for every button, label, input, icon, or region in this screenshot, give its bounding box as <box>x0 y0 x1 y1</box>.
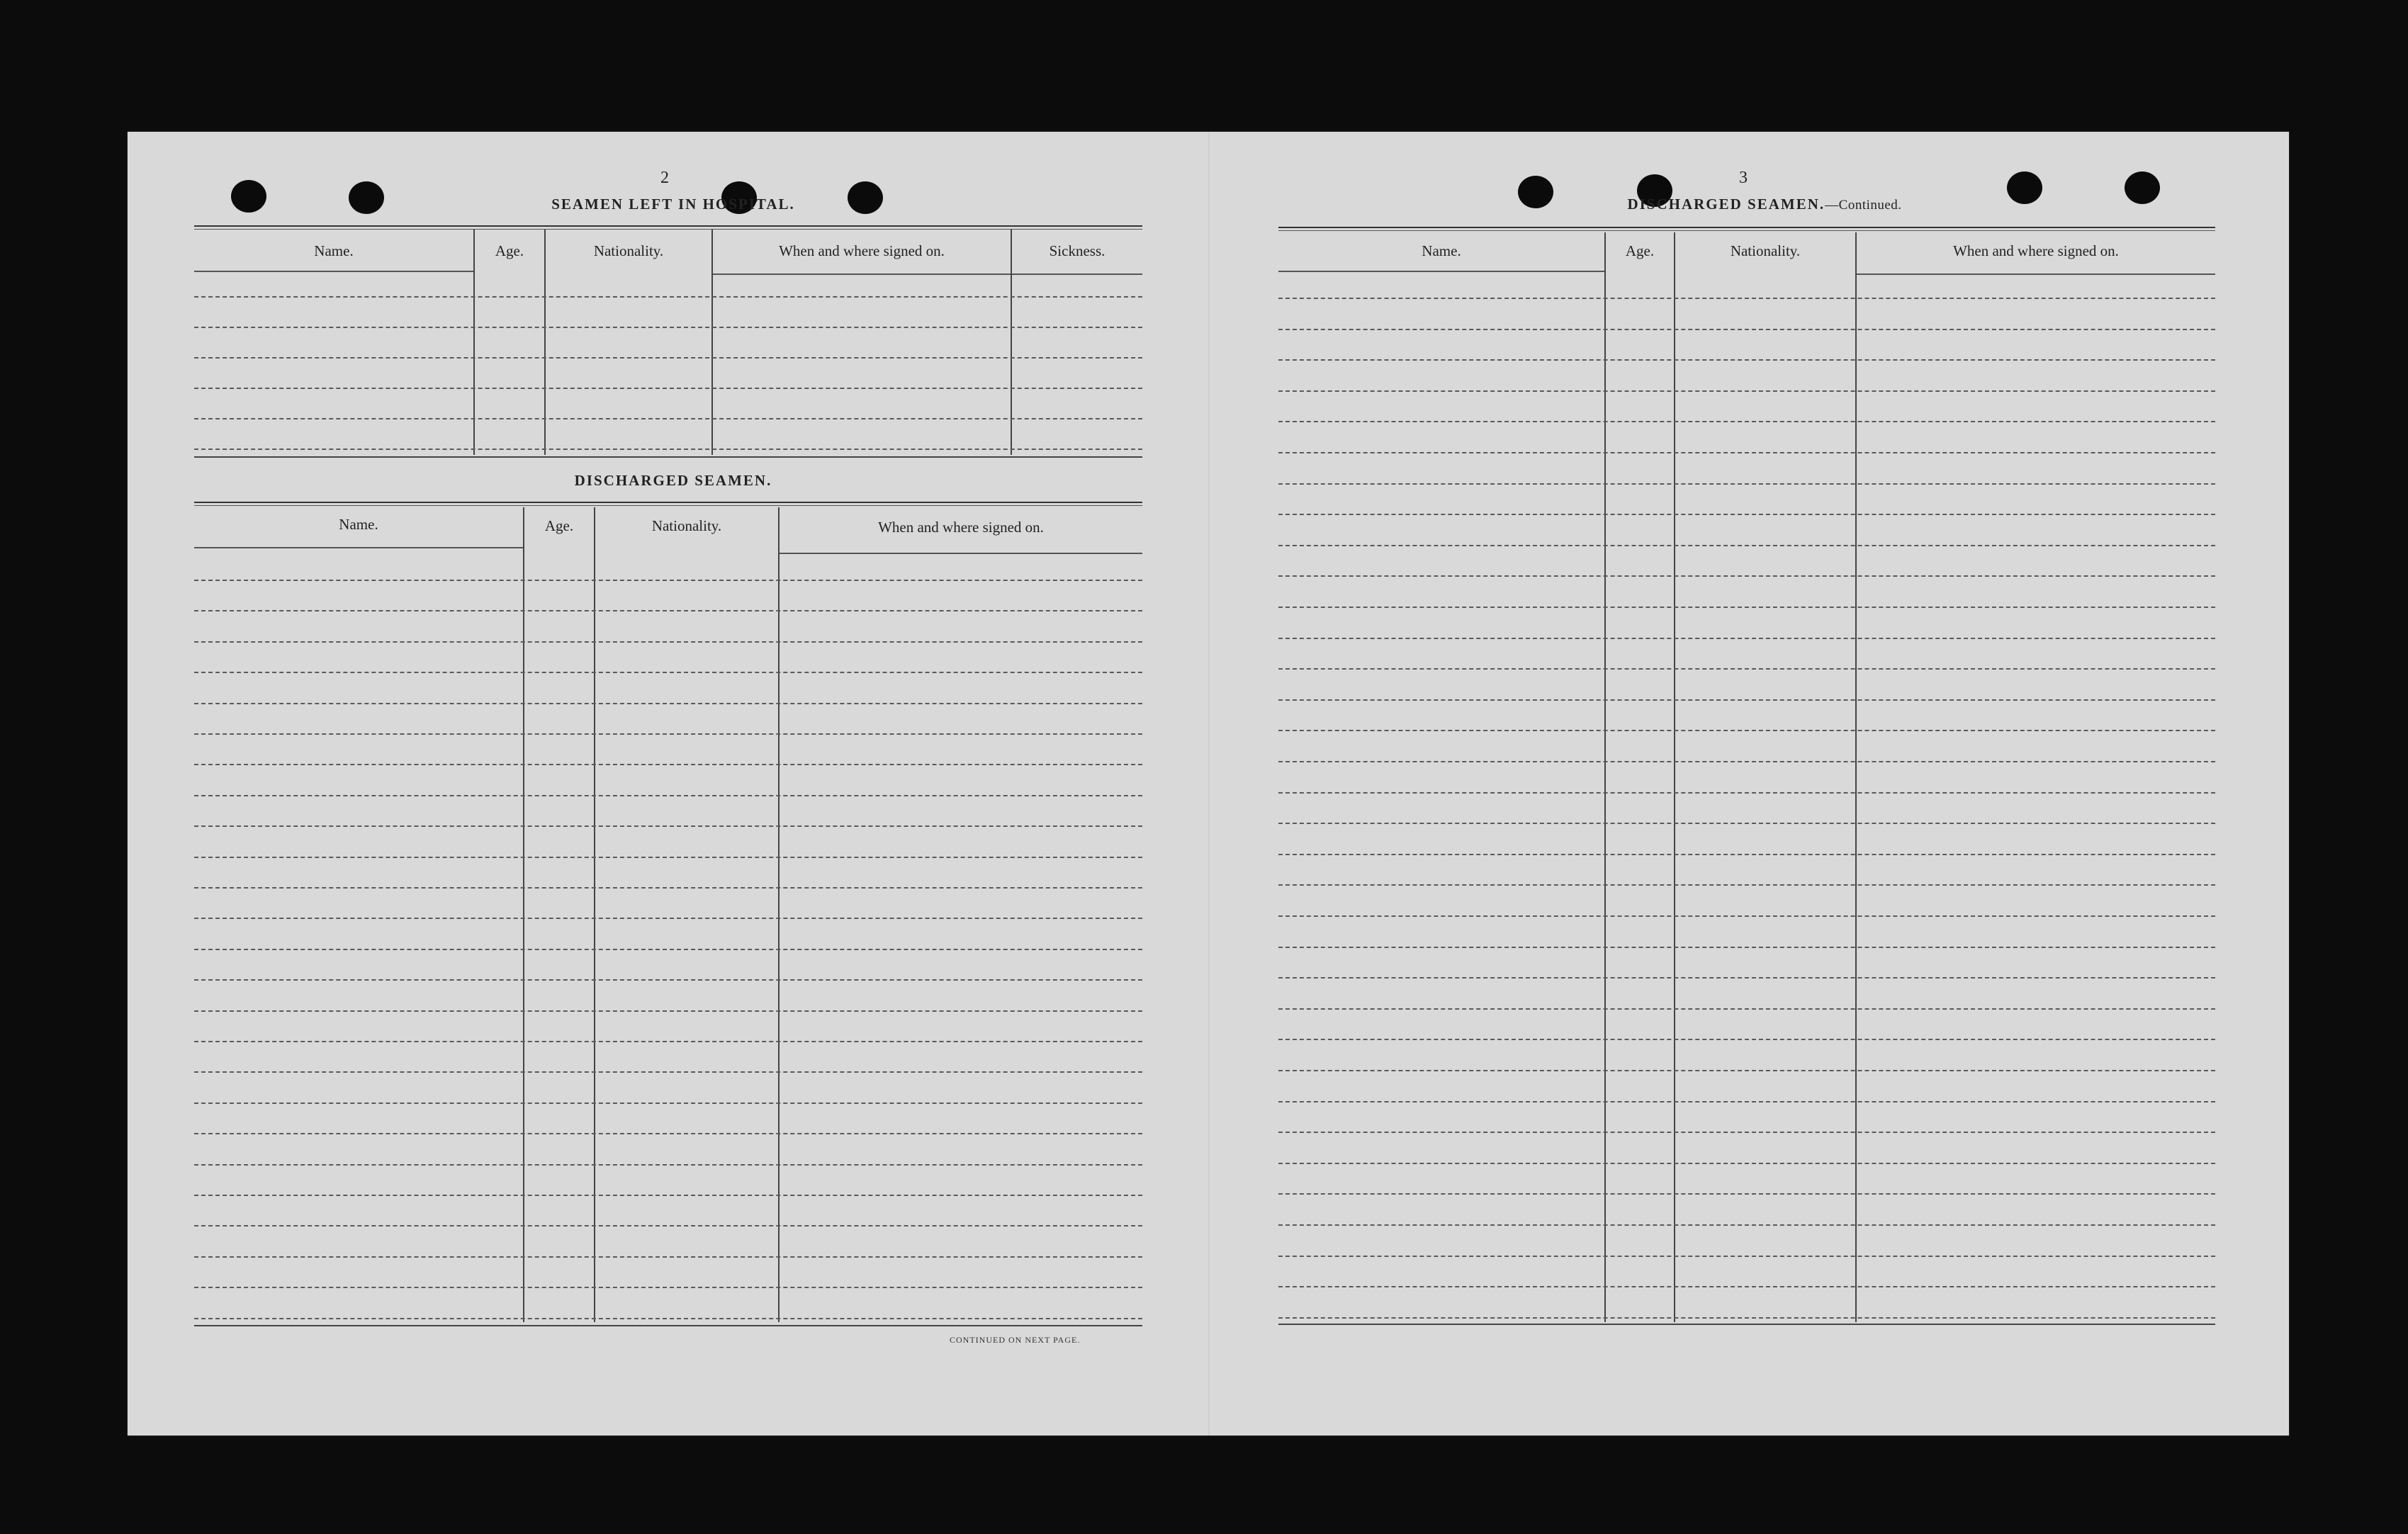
table-row <box>1278 854 2215 855</box>
table-row <box>1278 792 2215 794</box>
table-row <box>1278 298 2215 299</box>
table-row <box>1278 823 2215 824</box>
column-header-signed-on: When and where signed on. <box>779 242 945 259</box>
table-row <box>194 825 1142 827</box>
table-row <box>194 795 1142 796</box>
table-row <box>194 327 1142 328</box>
table-row <box>1278 947 2215 948</box>
table-row <box>1278 668 2215 670</box>
table-row <box>1278 1163 2215 1164</box>
table-row <box>194 1071 1142 1073</box>
table-row <box>1278 1101 2215 1102</box>
table-row <box>194 357 1142 359</box>
table-row <box>194 296 1142 298</box>
table-row <box>194 703 1142 704</box>
column-header-name: Name. <box>1422 242 1461 259</box>
table-row <box>194 610 1142 611</box>
column-header-signed-on: When and where signed on. <box>878 519 1044 536</box>
table-row <box>1278 575 2215 577</box>
section-title-suffix: —Continued. <box>1825 198 1902 213</box>
table-row <box>1278 1224 2215 1226</box>
table-row <box>1278 1317 2215 1319</box>
column-header-signed-on: When and where signed on. <box>1953 242 2119 259</box>
table-row <box>1278 514 2215 515</box>
table-row <box>1278 761 2215 762</box>
discharged-continued-title <box>1531 196 1998 213</box>
table-row <box>1278 421 2215 422</box>
table-row <box>194 1287 1142 1288</box>
table-row <box>194 1041 1142 1042</box>
table-row <box>1278 1286 2215 1287</box>
table-row <box>194 857 1142 858</box>
table-row <box>194 764 1142 765</box>
punch-hole <box>2007 171 2042 204</box>
table-row <box>194 979 1142 981</box>
table-row <box>1278 1132 2215 1133</box>
table-row <box>1278 1193 2215 1195</box>
table-row <box>194 580 1142 581</box>
table-row <box>194 887 1142 889</box>
column-header-age: Age. <box>1625 242 1655 259</box>
table-row <box>194 918 1142 919</box>
table-row <box>194 641 1142 643</box>
table-row <box>1278 699 2215 701</box>
column-header-age: Age. <box>495 242 524 259</box>
discharged-table-left <box>194 502 1142 1331</box>
page-number: 2 <box>660 169 669 187</box>
table-row <box>1278 1256 2215 1257</box>
table-row <box>1278 977 2215 979</box>
hospital-table <box>194 225 1142 466</box>
column-header-age: Age. <box>544 517 574 534</box>
table-row <box>1278 915 2215 917</box>
table-row <box>1278 1039 2215 1040</box>
table-row <box>194 449 1142 450</box>
table-row <box>1278 390 2215 392</box>
column-header-sickness: Sickness. <box>1049 242 1105 259</box>
table-row <box>1278 483 2215 485</box>
table-row <box>1278 1070 2215 1071</box>
table-row <box>194 1195 1142 1196</box>
column-header-nationality: Nationality. <box>593 242 664 259</box>
table-row <box>194 672 1142 673</box>
continued-note: CONTINUED ON NEXT PAGE. <box>950 1335 1081 1345</box>
discharged-table-right <box>1278 227 2215 1332</box>
punch-hole <box>2125 171 2160 204</box>
section-title-text: DISCHARGED SEAMEN. <box>1627 196 1825 213</box>
table-row <box>194 1164 1142 1166</box>
hospital-section-title: SEAMEN LEFT IN HOSPITAL. <box>551 196 795 213</box>
column-header-nationality: Nationality. <box>651 517 722 534</box>
table-row <box>194 1318 1142 1319</box>
table-row <box>1278 638 2215 639</box>
table-row <box>194 1256 1142 1258</box>
table-row <box>1278 359 2215 361</box>
table-row <box>1278 884 2215 886</box>
table-row <box>1278 607 2215 608</box>
table-row <box>194 1133 1142 1134</box>
table-row <box>1278 1008 2215 1010</box>
column-header-name: Name. <box>314 242 354 259</box>
table-row <box>194 1010 1142 1012</box>
table-row <box>194 418 1142 419</box>
table-row <box>194 1102 1142 1104</box>
table-row <box>1278 730 2215 731</box>
table-row <box>1278 452 2215 453</box>
page-gutter <box>1208 132 1210 1436</box>
table-row <box>194 388 1142 389</box>
column-header-nationality: Nationality. <box>1730 242 1801 259</box>
page-number: 3 <box>1739 169 1748 187</box>
table-row <box>1278 545 2215 546</box>
discharged-section-title: DISCHARGED SEAMEN. <box>574 472 772 489</box>
table-row <box>1278 329 2215 330</box>
punch-hole <box>231 180 266 213</box>
register-spread <box>128 132 2289 1436</box>
punch-hole <box>349 181 384 214</box>
column-header-name: Name. <box>339 516 378 533</box>
table-row <box>194 949 1142 950</box>
table-row <box>194 733 1142 735</box>
table-row <box>194 1225 1142 1226</box>
